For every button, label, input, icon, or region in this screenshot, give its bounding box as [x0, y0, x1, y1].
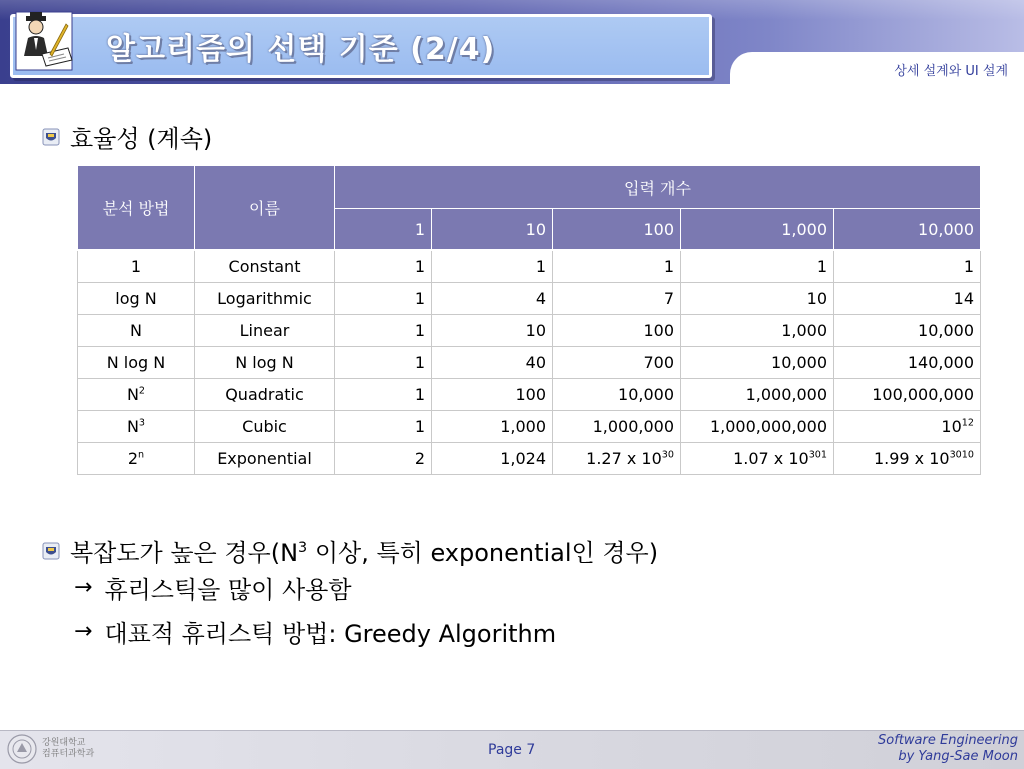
cell-value: 10,000 — [553, 379, 681, 411]
header-input-10: 10 — [432, 209, 553, 251]
cell-method: N — [78, 315, 195, 347]
method-exponent: 2 — [138, 385, 146, 397]
cell-value: 1 — [335, 347, 432, 379]
cell-name: Linear — [195, 315, 335, 347]
cell-value: 10,000 — [834, 315, 981, 347]
bullet-high-complexity — [42, 533, 658, 568]
cell-name: Constant — [195, 250, 335, 283]
footer-dept-line2: 컴퓨터과학과 — [42, 749, 95, 759]
cell-name: N log N — [195, 347, 335, 379]
cell-value: 700 — [553, 347, 681, 379]
value-exponent: 30 — [661, 449, 674, 461]
cell-value — [834, 411, 981, 443]
right-arrow-icon: → — [74, 619, 93, 644]
cell-value: 4 — [432, 283, 553, 315]
cell-method: 1 — [78, 250, 195, 283]
cell-value: 100 — [553, 315, 681, 347]
cell-value: 1 — [335, 315, 432, 347]
table-row — [78, 315, 981, 347]
header-input-count: 입력 개수 — [335, 166, 981, 209]
cell-value: 140,000 — [834, 347, 981, 379]
cell-value: 100,000,000 — [834, 379, 981, 411]
cell-value — [834, 443, 981, 475]
method-base: N — [126, 417, 139, 436]
header-input-1: 1 — [335, 209, 432, 251]
bullet-text-prefix: 복잡도가 높은 경우(N — [70, 539, 299, 567]
cell-value: 10 — [681, 283, 834, 315]
cell-method: N log N — [78, 347, 195, 379]
cell-value: 1 — [681, 250, 834, 283]
table-row — [78, 379, 981, 411]
method-base: N — [126, 385, 139, 404]
method-base: 2 — [127, 449, 139, 468]
cell-value: 1,000,000 — [553, 411, 681, 443]
arrow-line-greedy — [74, 614, 556, 649]
cell-value: 1 — [553, 250, 681, 283]
value-base: 1.27 x 10 — [586, 449, 662, 468]
bullet-text-high-complexity — [70, 533, 658, 568]
footer-dept-line1: 강원대학교 — [42, 738, 86, 748]
page-number: Page 7 — [488, 742, 536, 758]
page-title: 알고리즘의 선택 기준 (2/4) — [106, 32, 496, 67]
header-input-10000: 10,000 — [834, 209, 981, 251]
value-base: 1.07 x 10 — [733, 449, 809, 468]
cell-method — [78, 379, 195, 411]
course-author: by Yang-Sae Moon — [898, 749, 1018, 764]
subject-label: 상세 설계와 UI 설계 — [894, 64, 1008, 79]
university-seal-icon — [6, 733, 38, 765]
cell-value — [681, 443, 834, 475]
arrow-text-greedy: 대표적 휴리스틱 방법: Greedy Algorithm — [104, 620, 557, 648]
bullet-text-efficiency: 효율성 (계속) — [70, 125, 213, 153]
cell-value: 1,000 — [432, 411, 553, 443]
course-credit — [878, 733, 1018, 765]
professor-at-desk-icon — [14, 10, 74, 72]
cell-name: Quadratic — [195, 379, 335, 411]
value-exponent: 12 — [961, 417, 974, 429]
cell-method — [78, 411, 195, 443]
cell-value: 100 — [432, 379, 553, 411]
right-arrow-icon: → — [74, 575, 93, 600]
cell-value: 1 — [335, 379, 432, 411]
course-title: Software Engineering — [878, 733, 1018, 748]
subject-tab — [730, 52, 1024, 86]
value-base: 1.99 x 10 — [873, 449, 950, 468]
bullet-efficiency — [42, 119, 212, 154]
table-row — [78, 283, 981, 315]
bullet-text-suffix: 이상, 특히 exponential인 경우) — [307, 539, 659, 567]
cell-value: 10 — [432, 315, 553, 347]
cell-value: 1,000,000,000 — [681, 411, 834, 443]
cell-value: 1,000,000 — [681, 379, 834, 411]
table-row — [78, 411, 981, 443]
cell-value: 10,000 — [681, 347, 834, 379]
university-emblem-bullet-icon — [42, 542, 60, 560]
value-exponent: 3010 — [949, 449, 974, 461]
cell-value — [553, 443, 681, 475]
cell-value: 1 — [335, 283, 432, 315]
header-input-1000: 1,000 — [681, 209, 834, 251]
cell-name: Exponential — [195, 443, 335, 475]
cell-value: 2 — [335, 443, 432, 475]
cell-value: 14 — [834, 283, 981, 315]
cell-value: 1 — [432, 250, 553, 283]
cell-value: 7 — [553, 283, 681, 315]
value-exponent: 301 — [808, 449, 827, 461]
value-base: 10 — [941, 417, 962, 436]
cell-method: log N — [78, 283, 195, 315]
method-exponent: 3 — [138, 417, 146, 429]
header-input-100: 100 — [553, 209, 681, 251]
table-row — [78, 250, 981, 283]
table-row — [78, 443, 981, 475]
cell-value: 40 — [432, 347, 553, 379]
cell-value: 1,000 — [681, 315, 834, 347]
header-method: 분석 방법 — [78, 166, 195, 251]
bullet-text-exponent: 3 — [298, 540, 308, 556]
cell-name: Cubic — [195, 411, 335, 443]
arrow-line-heuristics — [74, 570, 352, 605]
method-exponent: n — [138, 449, 145, 461]
header-name: 이름 — [195, 166, 335, 251]
cell-value: 1 — [335, 250, 432, 283]
complexity-table — [77, 165, 981, 475]
university-emblem-bullet-icon — [42, 128, 60, 146]
arrow-text-heuristics: 휴리스틱을 많이 사용함 — [104, 576, 352, 604]
cell-value: 1,024 — [432, 443, 553, 475]
cell-name: Logarithmic — [195, 283, 335, 315]
table-row — [78, 347, 981, 379]
cell-value: 1 — [834, 250, 981, 283]
footer-department — [42, 738, 94, 760]
cell-value: 1 — [335, 411, 432, 443]
cell-method — [78, 443, 195, 475]
